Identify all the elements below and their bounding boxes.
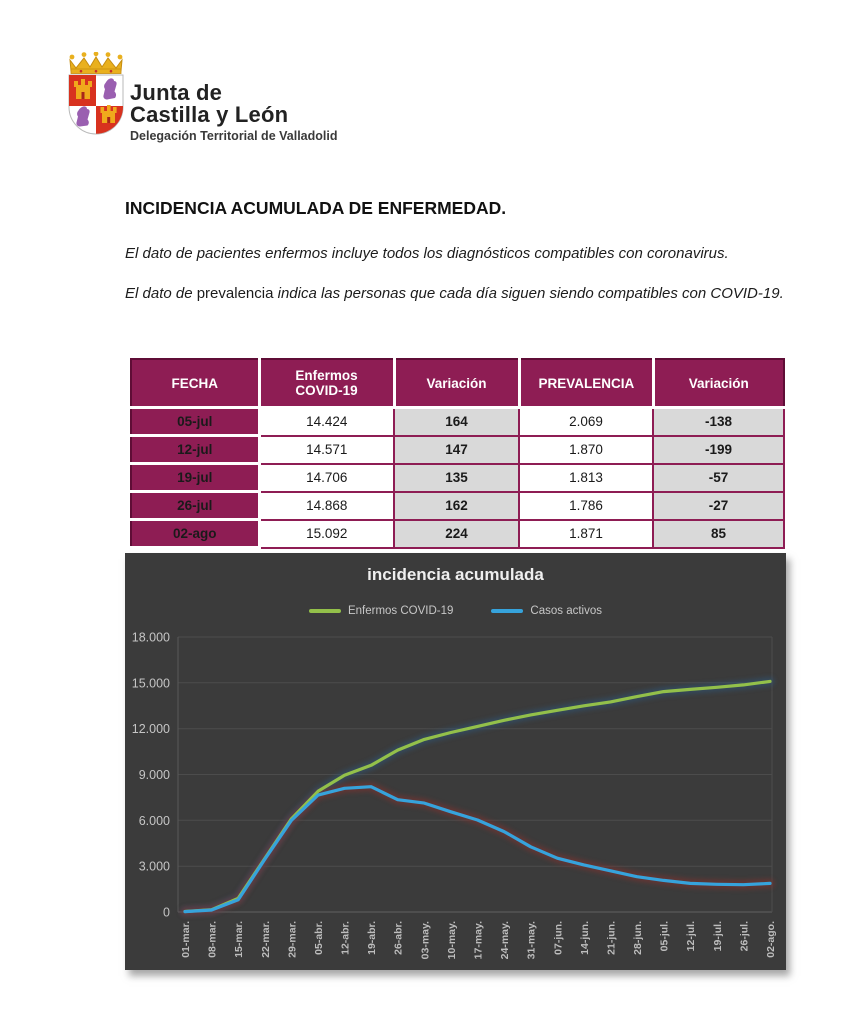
- cell-prevalencia: 2.069: [519, 408, 653, 436]
- cell-fecha: 12-jul: [131, 436, 259, 464]
- cell-variacion: 85: [653, 520, 784, 548]
- svg-text:18.000: 18.000: [131, 630, 170, 645]
- svg-text:26-jul.: 26-jul.: [738, 921, 751, 952]
- svg-text:9.000: 9.000: [138, 768, 170, 782]
- svg-text:3.000: 3.000: [138, 859, 170, 874]
- cell-enfermos: 14.706: [259, 464, 394, 492]
- svg-text:22-mar.: 22-mar.: [259, 921, 272, 958]
- svg-text:19-jul.: 19-jul.: [711, 921, 724, 952]
- coat-of-arms-icon: [64, 52, 128, 138]
- cell-fecha: 05-jul: [131, 408, 259, 436]
- svg-text:12.000: 12.000: [131, 722, 170, 737]
- svg-text:24-may.: 24-may.: [499, 921, 512, 960]
- svg-text:05-abr.: 05-abr.: [312, 921, 325, 955]
- col-header-variacion-2: Variación: [653, 359, 784, 408]
- cell-enfermos: 14.868: [259, 492, 394, 520]
- cell-prevalencia: 1.871: [519, 520, 653, 548]
- svg-text:03-may.: 03-may.: [419, 921, 432, 960]
- svg-text:07-jun.: 07-jun.: [552, 921, 565, 955]
- col-header-fecha: FECHA: [131, 359, 259, 408]
- legend-item-activos: [491, 605, 602, 617]
- cell-fecha: 02-ago: [131, 520, 259, 548]
- org-name-line1: Junta de: [130, 80, 223, 105]
- cell-variacion: -57: [653, 464, 784, 492]
- chart-axis-labels: [132, 631, 777, 960]
- intro-paragraph-2: [125, 283, 785, 305]
- svg-text:15.000: 15.000: [131, 676, 170, 691]
- cell-prevalencia: 1.786: [519, 492, 653, 520]
- cell-enfermos: 14.571: [259, 436, 394, 464]
- legend-line-swatch-green: [309, 609, 341, 613]
- incidence-table-wrap: [130, 358, 785, 549]
- p2-tail: indica las personas que cada día siguen siendo compatibles con COVID-19.: [273, 285, 784, 302]
- cell-variacion: 162: [394, 492, 519, 520]
- table-row: [131, 492, 784, 520]
- table-row: [131, 520, 784, 548]
- cell-fecha: 19-jul: [131, 464, 259, 492]
- org-identity: [130, 82, 337, 143]
- org-subtitle: Delegación Territorial de Valladolid: [130, 128, 338, 143]
- col-header-enfermos: Enfermos COVID-19: [259, 359, 394, 408]
- svg-text:21-jun.: 21-jun.: [605, 921, 618, 955]
- svg-text:15-mar.: 15-mar.: [233, 921, 246, 958]
- svg-text:05-jul.: 05-jul.: [658, 921, 671, 952]
- org-name-line2: Castilla y León: [130, 102, 289, 128]
- svg-text:01-mar.: 01-mar.: [180, 921, 192, 958]
- chart-gridlines: [178, 637, 772, 912]
- table-row: [131, 408, 784, 436]
- p2-keyword: prevalencia: [196, 285, 274, 302]
- svg-text:17-may.: 17-may.: [472, 921, 485, 960]
- svg-text:28-jun.: 28-jun.: [632, 921, 645, 955]
- svg-text:6.000: 6.000: [138, 813, 170, 828]
- cell-fecha: 26-jul: [131, 492, 259, 520]
- incidence-chart-panel: [125, 553, 786, 970]
- col-header-variacion-1: Variación: [394, 359, 519, 408]
- legend-label: Enfermos COVID-19: [347, 605, 454, 617]
- cell-prevalencia: 1.870: [519, 436, 653, 464]
- chart-series-lines: [185, 681, 770, 911]
- cell-variacion: -199: [653, 436, 784, 464]
- cell-variacion: 147: [394, 436, 519, 464]
- col-header-prevalencia: PREVALENCIA: [519, 359, 653, 408]
- svg-text:29-mar.: 29-mar.: [286, 921, 299, 958]
- incidence-table: [130, 358, 785, 549]
- shield-icon: [69, 75, 123, 134]
- cell-enfermos: 15.092: [259, 520, 394, 548]
- chart-title: incidencia acumulada: [367, 565, 544, 584]
- table-header-row: [131, 359, 784, 408]
- cell-variacion: 164: [394, 408, 519, 436]
- svg-text:12-abr.: 12-abr.: [339, 921, 352, 955]
- cell-variacion: 224: [394, 520, 519, 548]
- svg-text:31-may.: 31-may.: [525, 921, 538, 960]
- table-row: [131, 436, 784, 464]
- svg-text:02-ago.: 02-ago.: [765, 921, 777, 958]
- chart-legend: [125, 601, 786, 621]
- crown-icon: [70, 52, 123, 74]
- svg-text:14-jun.: 14-jun.: [578, 921, 591, 955]
- cell-variacion: 135: [394, 464, 519, 492]
- svg-text:10-may.: 10-may.: [445, 921, 458, 960]
- page-title: INCIDENCIA ACUMULADA DE ENFERMEDAD.: [125, 198, 507, 218]
- table-row: [131, 464, 784, 492]
- cell-variacion: -138: [653, 408, 784, 436]
- svg-text:19-abr.: 19-abr.: [366, 921, 379, 955]
- svg-text:26-abr.: 26-abr.: [392, 921, 405, 955]
- legend-item-enfermos: [309, 605, 453, 617]
- cell-enfermos: 14.424: [259, 408, 394, 436]
- legend-label: Casos activos: [530, 605, 603, 617]
- p2-lead: El dato de: [125, 285, 197, 302]
- legend-line-swatch-blue: [491, 609, 523, 613]
- svg-text:0: 0: [163, 905, 170, 920]
- intro-paragraph-1: El dato de pacientes enfermos incluye todos los diagnósticos compatibles con coronavirus.: [125, 245, 729, 262]
- junta-logo: [64, 52, 128, 138]
- svg-text:12-jul.: 12-jul.: [685, 921, 698, 952]
- cell-variacion: -27: [653, 492, 784, 520]
- svg-text:08-mar.: 08-mar.: [206, 921, 219, 958]
- cell-prevalencia: 1.813: [519, 464, 653, 492]
